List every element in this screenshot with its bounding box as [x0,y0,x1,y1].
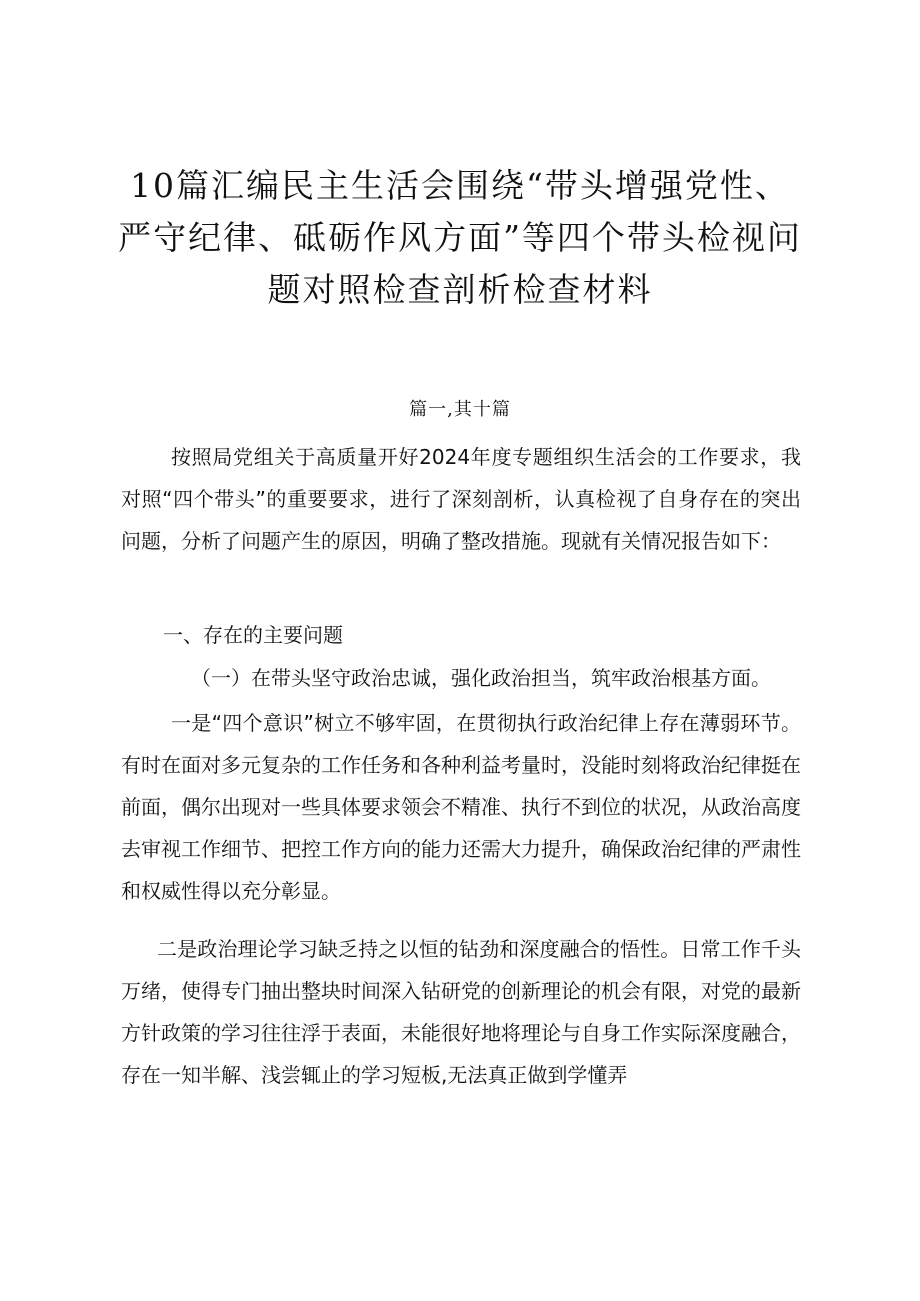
title-line-3: 题对照检查剖析检查材料 [267,270,653,309]
document-title [100,160,820,316]
title-line-2: 严守纪律、砥砺作风方面”等四个带头检视问 [118,218,802,257]
title-line-1: 10篇汇编民主生活会围绕“带头增强党性、 [130,166,790,205]
document-subtitle: 篇一,其十篇 [409,399,511,420]
intro-paragraph: 按照局党组关于高质量开好2024年度专题组织生活会的工作要求，我对照“四个带头”的重要要求，进行了深刻剖析，认真检视了自身存在的突出问题，分析了问题产生的原因，明确了整改措施。现就有关情况报告如下： [121,445,801,553]
subsection-heading: （一）在带头坚守政治忠诚，强化政治担当，筑牢政治根基方面。 [191,666,771,690]
section-heading: 一、存在的主要问题 [163,623,343,647]
paragraph-two: 二是政治理论学习缺乏持之以恒的钻劲和深度融合的悟性。日常工作千头万绪，使得专门抽出整块时间深入钻研党的创新理论的机会有限，对党的最新方针政策的学习往往浮于表面，未能很好地将理论与自身工作实际深度融合，存在一知半解、浅尝辄止的学习短板,无法真正做到学懂弄 [121,937,801,1087]
paragraph-one: 一是“四个意识”树立不够牢固，在贯彻执行政治纪律上存在薄弱环节。有时在面对多元复杂的工作任务和各种利益考量时，没能时刻将政治纪律挺在前面，偶尔出现对一些具体要求领会不精准、执行不到位的状况，从政治高度去审视工作细节、把控工作方向的能力还需大力提升，确保政治纪律的严肃性和权威性得以充分彰显。 [121,711,801,903]
